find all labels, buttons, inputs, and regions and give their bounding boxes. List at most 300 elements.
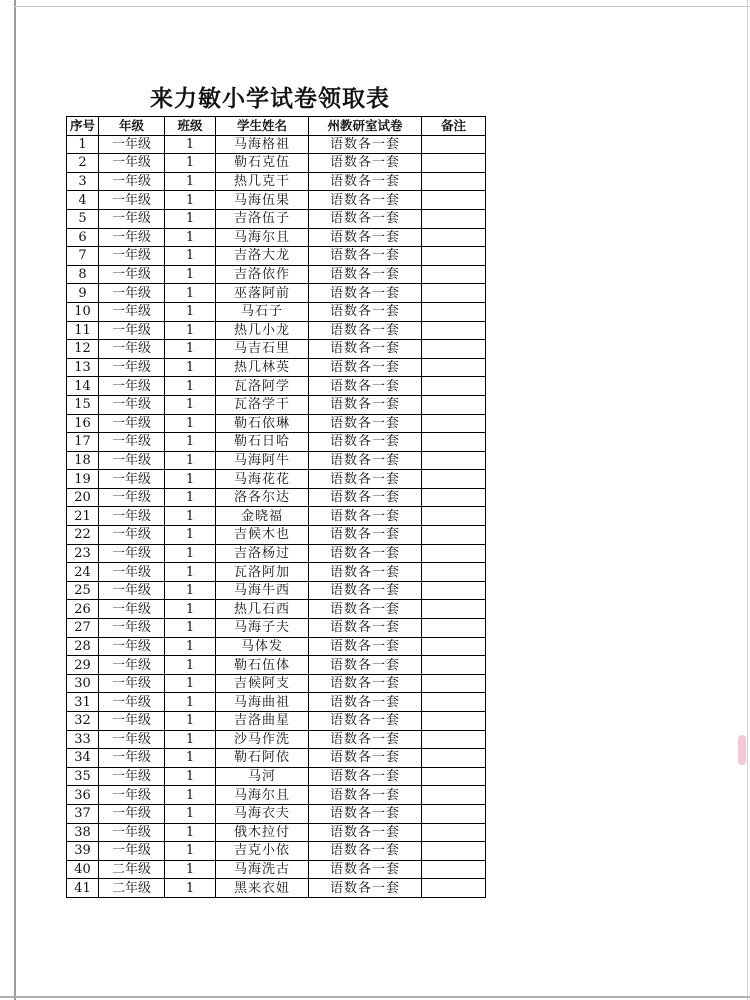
roster-body [67,135,486,897]
cell-number: 40 [67,860,99,879]
cell-class: 1 [165,637,216,656]
table-row [67,265,486,284]
cell-class: 1 [165,340,216,359]
cell-class: 1 [165,191,216,210]
table-row [67,321,486,340]
cell-remarks [422,284,486,303]
cell-grade: 二年级 [99,860,165,879]
cell-remarks [422,228,486,247]
cell-class: 1 [165,321,216,340]
cell-student-name: 瓦洛阿加 [216,563,309,582]
cell-remarks [422,600,486,619]
cell-class: 1 [165,154,216,173]
cell-exam-paper: 语数各一套 [309,228,422,247]
table-row [67,674,486,693]
cell-remarks [422,637,486,656]
table-row [67,619,486,638]
cell-number: 3 [67,172,99,191]
table-row [67,470,486,489]
cell-remarks [422,358,486,377]
cell-exam-paper: 语数各一套 [309,414,422,433]
cell-exam-paper: 语数各一套 [309,730,422,749]
cell-class: 1 [165,712,216,731]
cell-exam-paper: 语数各一套 [309,526,422,545]
cell-grade: 一年级 [99,191,165,210]
table-row [67,526,486,545]
cell-grade: 一年级 [99,284,165,303]
cell-grade: 一年级 [99,247,165,266]
cell-exam-paper: 语数各一套 [309,340,422,359]
cell-remarks [422,581,486,600]
cell-class: 1 [165,823,216,842]
cell-class: 1 [165,693,216,712]
cell-class: 1 [165,619,216,638]
cell-remarks [422,321,486,340]
cell-student-name: 吉洛杨过 [216,544,309,563]
cell-number: 28 [67,637,99,656]
cell-remarks [422,656,486,675]
cell-number: 33 [67,730,99,749]
cell-exam-paper: 语数各一套 [309,804,422,823]
cell-exam-paper: 语数各一套 [309,842,422,861]
table-row [67,302,486,321]
cell-exam-paper: 语数各一套 [309,712,422,731]
cell-number: 18 [67,451,99,470]
table-row [67,488,486,507]
cell-class: 1 [165,135,216,154]
header-number: 序号 [67,117,99,136]
scan-edge-top [14,6,750,7]
table-row [67,749,486,768]
cell-student-name: 马海阿牛 [216,451,309,470]
cell-student-name: 巫落阿前 [216,284,309,303]
cell-exam-paper: 语数各一套 [309,154,422,173]
cell-student-name: 勒石日哈 [216,433,309,452]
table-row [67,433,486,452]
cell-exam-paper: 语数各一套 [309,637,422,656]
cell-class: 1 [165,284,216,303]
scan-edge-right [747,0,748,1000]
cell-remarks [422,767,486,786]
cell-remarks [422,340,486,359]
cell-exam-paper: 语数各一套 [309,619,422,638]
scan-edge-bottom [0,996,750,998]
cell-grade: 一年级 [99,395,165,414]
cell-grade: 一年级 [99,767,165,786]
cell-grade: 一年级 [99,823,165,842]
cell-student-name: 热几石西 [216,600,309,619]
header-grade: 年级 [99,117,165,136]
cell-remarks [422,247,486,266]
cell-student-name: 勒石阿依 [216,749,309,768]
cell-remarks [422,786,486,805]
table-row [67,842,486,861]
cell-grade: 一年级 [99,563,165,582]
cell-remarks [422,712,486,731]
cell-remarks [422,823,486,842]
cell-grade: 一年级 [99,619,165,638]
cell-remarks [422,693,486,712]
cell-grade: 一年级 [99,433,165,452]
cell-exam-paper: 语数各一套 [309,600,422,619]
cell-exam-paper: 语数各一套 [309,860,422,879]
cell-number: 21 [67,507,99,526]
cell-grade: 一年级 [99,674,165,693]
cell-student-name: 洛各尔达 [216,488,309,507]
cell-grade: 一年级 [99,228,165,247]
cell-exam-paper: 语数各一套 [309,265,422,284]
cell-remarks [422,488,486,507]
cell-number: 22 [67,526,99,545]
cell-class: 1 [165,860,216,879]
cell-grade: 一年级 [99,637,165,656]
cell-grade: 一年级 [99,712,165,731]
cell-class: 1 [165,600,216,619]
cell-number: 39 [67,842,99,861]
cell-exam-paper: 语数各一套 [309,693,422,712]
cell-exam-paper: 语数各一套 [309,823,422,842]
cell-exam-paper: 语数各一套 [309,674,422,693]
cell-grade: 二年级 [99,879,165,898]
cell-remarks [422,842,486,861]
cell-grade: 一年级 [99,265,165,284]
cell-number: 32 [67,712,99,731]
cell-number: 34 [67,749,99,768]
cell-student-name: 马海尔且 [216,228,309,247]
cell-grade: 一年级 [99,842,165,861]
cell-number: 26 [67,600,99,619]
cell-student-name: 吉候阿支 [216,674,309,693]
cell-exam-paper: 语数各一套 [309,209,422,228]
table-row [67,656,486,675]
cell-student-name: 勒石依琳 [216,414,309,433]
cell-grade: 一年级 [99,749,165,768]
cell-student-name: 马海花花 [216,470,309,489]
cell-number: 29 [67,656,99,675]
cell-number: 8 [67,265,99,284]
cell-remarks [422,154,486,173]
cell-class: 1 [165,247,216,266]
table-header-row [67,117,486,136]
cell-class: 1 [165,395,216,414]
table-row [67,284,486,303]
cell-remarks [422,414,486,433]
cell-grade: 一年级 [99,600,165,619]
cell-exam-paper: 语数各一套 [309,172,422,191]
cell-grade: 一年级 [99,786,165,805]
table-row [67,730,486,749]
cell-grade: 一年级 [99,488,165,507]
table-row [67,712,486,731]
cell-grade: 一年级 [99,377,165,396]
cell-student-name: 黑来衣妞 [216,879,309,898]
cell-grade: 一年级 [99,172,165,191]
header-class: 班级 [165,117,216,136]
cell-remarks [422,470,486,489]
cell-remarks [422,395,486,414]
cell-number: 37 [67,804,99,823]
cell-student-name: 俄木拉付 [216,823,309,842]
cell-grade: 一年级 [99,693,165,712]
cell-grade: 一年级 [99,302,165,321]
cell-remarks [422,265,486,284]
cell-student-name: 吉候木也 [216,526,309,545]
cell-grade: 一年级 [99,321,165,340]
cell-number: 31 [67,693,99,712]
table-row [67,451,486,470]
table-row [67,247,486,266]
cell-student-name: 勒石克伍 [216,154,309,173]
cell-exam-paper: 语数各一套 [309,433,422,452]
cell-number: 1 [67,135,99,154]
cell-student-name: 马海衣夫 [216,804,309,823]
cell-number: 6 [67,228,99,247]
cell-class: 1 [165,358,216,377]
cell-number: 15 [67,395,99,414]
pink-ink-mark [738,735,746,765]
cell-class: 1 [165,470,216,489]
cell-exam-paper: 语数各一套 [309,749,422,768]
cell-grade: 一年级 [99,804,165,823]
cell-exam-paper: 语数各一套 [309,786,422,805]
cell-exam-paper: 语数各一套 [309,302,422,321]
cell-remarks [422,302,486,321]
cell-remarks [422,544,486,563]
cell-remarks [422,209,486,228]
cell-remarks [422,172,486,191]
cell-class: 1 [165,302,216,321]
cell-exam-paper: 语数各一套 [309,451,422,470]
cell-exam-paper: 语数各一套 [309,321,422,340]
cell-class: 1 [165,879,216,898]
cell-grade: 一年级 [99,414,165,433]
cell-remarks [422,451,486,470]
table-row [67,786,486,805]
cell-student-name: 吉洛曲星 [216,712,309,731]
cell-class: 1 [165,414,216,433]
cell-exam-paper: 语数各一套 [309,563,422,582]
cell-exam-paper: 语数各一套 [309,470,422,489]
cell-student-name: 马海格祖 [216,135,309,154]
cell-number: 23 [67,544,99,563]
cell-student-name: 热几克干 [216,172,309,191]
cell-class: 1 [165,451,216,470]
cell-number: 16 [67,414,99,433]
cell-student-name: 热几林英 [216,358,309,377]
cell-grade: 一年级 [99,340,165,359]
table-row [67,823,486,842]
header-remarks: 备注 [422,117,486,136]
cell-class: 1 [165,581,216,600]
cell-exam-paper: 语数各一套 [309,247,422,266]
cell-grade: 一年级 [99,154,165,173]
cell-class: 1 [165,804,216,823]
cell-number: 12 [67,340,99,359]
cell-student-name: 金晓福 [216,507,309,526]
cell-remarks [422,674,486,693]
cell-student-name: 马海伍果 [216,191,309,210]
cell-number: 9 [67,284,99,303]
cell-number: 10 [67,302,99,321]
cell-student-name: 马海尔且 [216,786,309,805]
cell-exam-paper: 语数各一套 [309,544,422,563]
roster-table [66,116,486,898]
cell-exam-paper: 语数各一套 [309,395,422,414]
cell-exam-paper: 语数各一套 [309,191,422,210]
cell-number: 20 [67,488,99,507]
table-row [67,358,486,377]
cell-number: 13 [67,358,99,377]
cell-exam-paper: 语数各一套 [309,507,422,526]
cell-grade: 一年级 [99,470,165,489]
cell-remarks [422,191,486,210]
cell-class: 1 [165,265,216,284]
table-row [67,693,486,712]
cell-class: 1 [165,507,216,526]
table-row [67,600,486,619]
cell-number: 24 [67,563,99,582]
cell-number: 41 [67,879,99,898]
cell-student-name: 马海曲祖 [216,693,309,712]
table-row [67,154,486,173]
cell-remarks [422,619,486,638]
cell-class: 1 [165,842,216,861]
header-student-name: 学生姓名 [216,117,309,136]
cell-remarks [422,563,486,582]
cell-class: 1 [165,488,216,507]
cell-student-name: 瓦洛阿学 [216,377,309,396]
cell-grade: 一年级 [99,656,165,675]
cell-student-name: 热几小龙 [216,321,309,340]
cell-number: 17 [67,433,99,452]
cell-student-name: 瓦洛学干 [216,395,309,414]
cell-student-name: 吉洛伍子 [216,209,309,228]
cell-grade: 一年级 [99,451,165,470]
cell-student-name: 吉洛依作 [216,265,309,284]
scan-edge-left [14,0,16,1000]
cell-student-name: 马海牛西 [216,581,309,600]
table-row [67,637,486,656]
cell-number: 27 [67,619,99,638]
cell-number: 35 [67,767,99,786]
table-row [67,377,486,396]
cell-exam-paper: 语数各一套 [309,377,422,396]
cell-grade: 一年级 [99,135,165,154]
cell-grade: 一年级 [99,730,165,749]
cell-class: 1 [165,674,216,693]
cell-exam-paper: 语数各一套 [309,879,422,898]
cell-remarks [422,730,486,749]
table-row [67,507,486,526]
cell-number: 7 [67,247,99,266]
cell-grade: 一年级 [99,526,165,545]
table-row [67,581,486,600]
cell-grade: 一年级 [99,358,165,377]
cell-exam-paper: 语数各一套 [309,284,422,303]
cell-grade: 一年级 [99,544,165,563]
cell-student-name: 沙马作洗 [216,730,309,749]
cell-remarks [422,749,486,768]
cell-exam-paper: 语数各一套 [309,358,422,377]
table-row [67,879,486,898]
cell-grade: 一年级 [99,507,165,526]
cell-number: 4 [67,191,99,210]
cell-exam-paper: 语数各一套 [309,767,422,786]
cell-number: 36 [67,786,99,805]
cell-number: 25 [67,581,99,600]
cell-exam-paper: 语数各一套 [309,135,422,154]
cell-class: 1 [165,730,216,749]
cell-student-name: 马体发 [216,637,309,656]
table-row [67,414,486,433]
cell-remarks [422,879,486,898]
cell-remarks [422,377,486,396]
table-row [67,804,486,823]
cell-class: 1 [165,526,216,545]
cell-exam-paper: 语数各一套 [309,581,422,600]
cell-number: 5 [67,209,99,228]
table-row [67,395,486,414]
cell-remarks [422,507,486,526]
table-row [67,563,486,582]
cell-number: 38 [67,823,99,842]
cell-number: 2 [67,154,99,173]
cell-student-name: 马河 [216,767,309,786]
cell-class: 1 [165,656,216,675]
cell-class: 1 [165,563,216,582]
cell-remarks [422,433,486,452]
cell-remarks [422,860,486,879]
cell-student-name: 勒石伍体 [216,656,309,675]
document-title: 来力敏小学试卷领取表 [150,86,390,112]
cell-student-name: 马海洗古 [216,860,309,879]
cell-number: 11 [67,321,99,340]
header-exam-paper: 州教研室试卷 [309,117,422,136]
cell-exam-paper: 语数各一套 [309,656,422,675]
cell-class: 1 [165,786,216,805]
cell-class: 1 [165,749,216,768]
table-row [67,172,486,191]
cell-student-name: 吉洛大龙 [216,247,309,266]
table-row [67,767,486,786]
cell-grade: 一年级 [99,209,165,228]
cell-student-name: 马海子夫 [216,619,309,638]
cell-class: 1 [165,767,216,786]
cell-student-name: 吉克小依 [216,842,309,861]
table-row [67,860,486,879]
cell-number: 14 [67,377,99,396]
cell-class: 1 [165,209,216,228]
cell-class: 1 [165,172,216,191]
cell-class: 1 [165,433,216,452]
cell-class: 1 [165,377,216,396]
cell-number: 19 [67,470,99,489]
table-row [67,340,486,359]
cell-remarks [422,135,486,154]
cell-class: 1 [165,228,216,247]
table-row [67,191,486,210]
cell-class: 1 [165,544,216,563]
table-row [67,209,486,228]
table-row [67,228,486,247]
cell-remarks [422,804,486,823]
cell-student-name: 马吉石里 [216,340,309,359]
cell-number: 30 [67,674,99,693]
table-row [67,544,486,563]
cell-remarks [422,526,486,545]
cell-student-name: 马石子 [216,302,309,321]
table-row [67,135,486,154]
